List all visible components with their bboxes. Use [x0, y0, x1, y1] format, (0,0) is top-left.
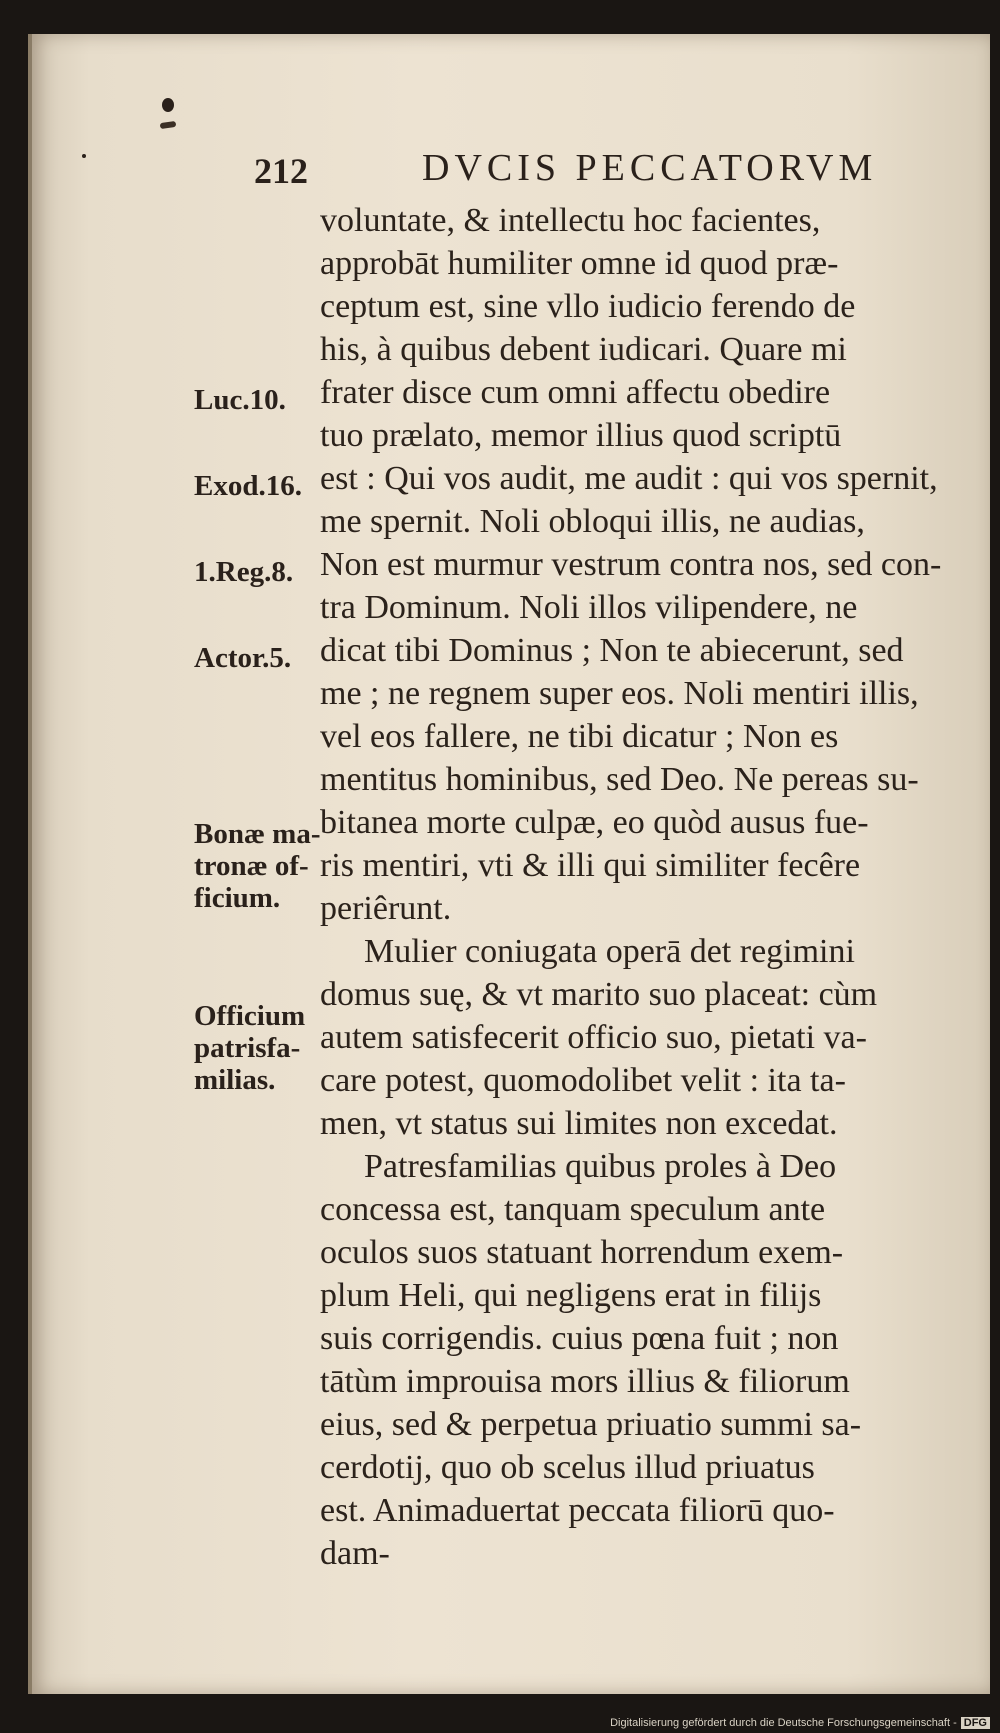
book-page	[28, 34, 990, 1694]
text-line: cerdotij, quo ob scelus illud priuatus	[320, 1449, 815, 1486]
text-line: me ; ne regnem super eos. Noli mentiri illis,	[320, 675, 919, 712]
text-line: me spernit. Noli obloqui illis, ne audias,	[320, 503, 865, 540]
running-title: DVCIS PECCATORVM	[422, 147, 878, 189]
text-line: autem satisfecerit officio suo, pietati va-	[320, 1019, 867, 1056]
margin-note: Luc.10.	[194, 384, 286, 416]
ink-dot	[162, 98, 174, 112]
text-line: frater disce cum omni affectu obedire	[320, 374, 831, 411]
text-line: concessa est, tanquam speculum ante	[320, 1191, 826, 1228]
text-line: dam-	[320, 1535, 390, 1572]
margin-note: Bonæ ma- tronæ of- ficium.	[194, 818, 321, 914]
text-line: Patresfamilias quibus proles à Deo	[364, 1148, 837, 1185]
ink-mark	[160, 121, 177, 129]
text-line: domus suę, & vt marito suo placeat: cùm	[320, 976, 878, 1013]
text-line: men, vt status sui limites non excedat.	[320, 1105, 838, 1142]
margin-note: 1.Reg.8.	[194, 556, 294, 588]
text-line: Non est murmur vestrum contra nos, sed con-	[320, 546, 942, 583]
text-line: est. Animaduertat peccata filiorū quo-	[320, 1492, 835, 1529]
text-line: est : Qui vos audit, me audit : qui vos spernit,	[320, 460, 938, 497]
text-line: dicat tibi Dominus ; Non te abiecerunt, sed	[320, 632, 904, 669]
text-line: tra Dominum. Noli illos vilipendere, ne	[320, 589, 858, 626]
margin-note: Actor.5.	[194, 642, 292, 674]
text-line: tātùm improuisa mors illius & filiorum	[320, 1363, 850, 1400]
dfg-logo: DFG	[961, 1717, 990, 1729]
text-line: voluntate, & intellectu hoc facientes,	[320, 202, 821, 239]
text-line: suis corrigendis. cuius pœna fuit ; non	[320, 1320, 839, 1357]
text-line: ceptum est, sine vllo iudicio ferendo de	[320, 288, 856, 325]
text-line: oculos suos statuant horrendum exem-	[320, 1234, 844, 1271]
margin-note: Exod.16.	[194, 470, 302, 502]
text-line: ris mentiri, vti & illi qui similiter fecêre	[320, 847, 861, 884]
text-line: approbāt humiliter omne id quod præ-	[320, 245, 839, 282]
text-line: Mulier coniugata operā det regimini	[364, 933, 855, 970]
text-line: eius, sed & perpetua priuatio summi sa-	[320, 1406, 862, 1443]
footer-text: Digitalisierung gefördert durch die Deutsche Forschungsgemeinschaft -	[610, 1717, 957, 1729]
text-line: tuo prælato, memor illius quod scriptū	[320, 417, 842, 454]
text-line: plum Heli, qui negligens erat in filijs	[320, 1277, 822, 1314]
text-line: his, à quibus debent iudicari. Quare mi	[320, 331, 847, 368]
text-line: periêrunt.	[320, 890, 452, 927]
body-text	[320, 199, 1000, 1575]
text-line: vel eos fallere, ne tibi dicatur ; Non es	[320, 718, 839, 755]
text-line: bitanea morte culpæ, eo quòd ausus fue-	[320, 804, 869, 841]
digitization-credit	[610, 1717, 990, 1729]
text-line: care potest, quomodolibet velit : ita ta-	[320, 1062, 846, 1099]
page-number: 212	[254, 151, 308, 191]
page-header	[32, 144, 990, 194]
margin-note: Officium patrisfa- milias.	[194, 1000, 306, 1096]
text-line: mentitus hominibus, sed Deo. Ne pereas su-	[320, 761, 919, 798]
